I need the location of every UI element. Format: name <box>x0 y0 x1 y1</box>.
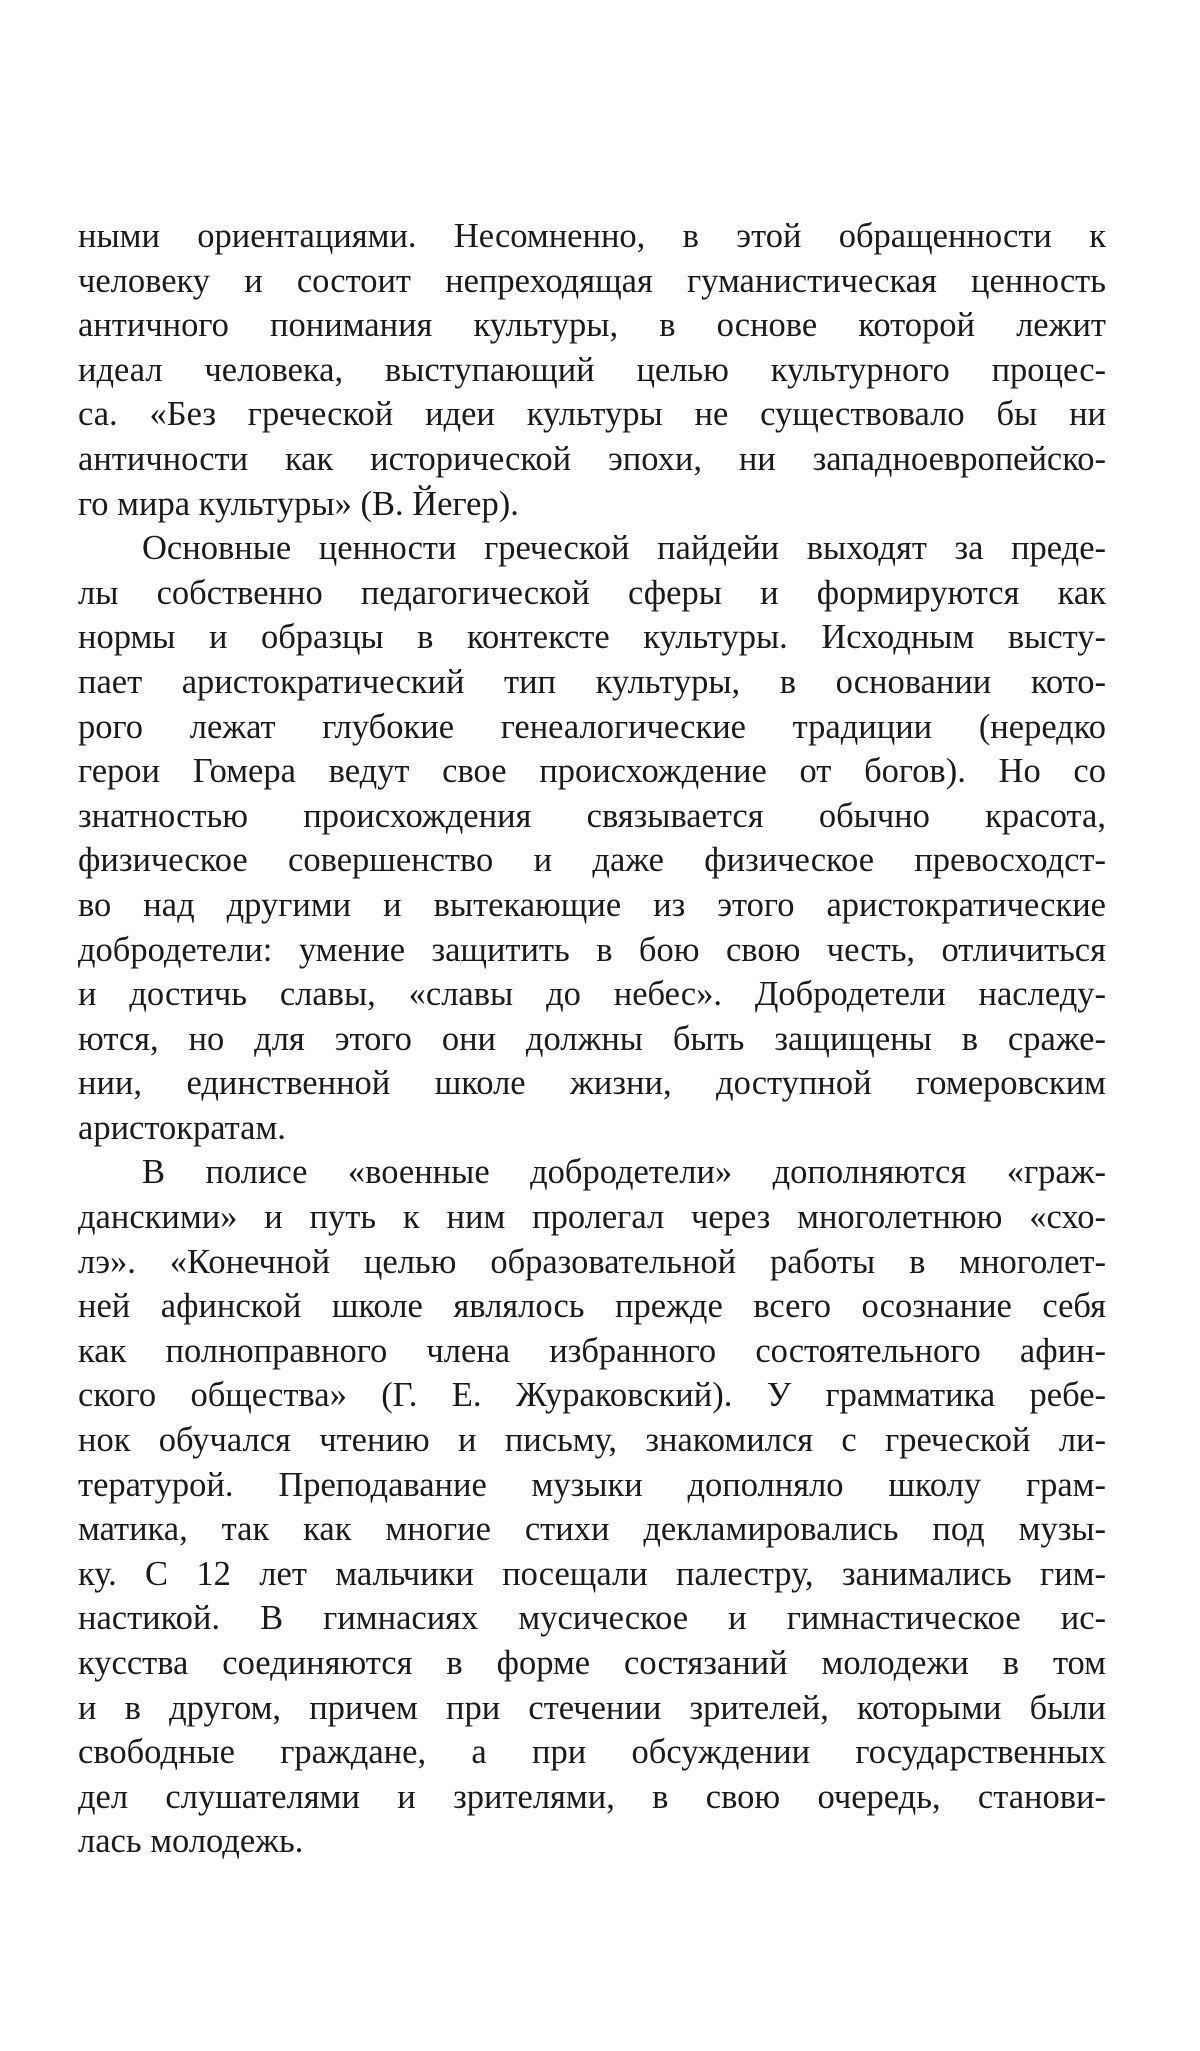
text-line: античного понимания культуры, в основе которой лежит <box>78 306 1106 345</box>
text-line: как полноправного члена избранного состоятельного афин- <box>78 1331 1106 1370</box>
text-line: ского общества» (Г. Е. Жураковский). У грамматика ребе- <box>78 1376 1106 1415</box>
text-line: го мира культуры» (В. Йегер). <box>78 484 519 523</box>
text-line: и в другом, причем при стечении зрителей, которыми были <box>78 1688 1106 1727</box>
paragraph-3 <box>78 1150 1106 1864</box>
text-line: са. «Без греческой идеи культуры не существовало бы ни <box>78 395 1106 434</box>
text-line: физическое совершенство и даже физическое превосходст- <box>78 841 1106 880</box>
text-line: лэ». «Конечной целью образовательной работы в многолет- <box>78 1242 1106 1281</box>
text-line: тературой. Преподавание музыки дополняло школу грам- <box>78 1465 1106 1504</box>
text-line: настикой. В гимнасиях мусическое и гимнастическое ис- <box>78 1599 1106 1638</box>
text-line: античности как исторической эпохи, ни западноевропейско- <box>78 439 1106 478</box>
text-line: идеал человека, выступающий целью культурного процес- <box>78 350 1106 389</box>
text-line: ными ориентациями. Несомненно, в этой обращенности к <box>78 217 1106 255</box>
text-line: человеку и состоит непреходящая гуманистическая ценность <box>78 261 1106 300</box>
text-line: нормы и образцы в контексте культуры. Исходным высту- <box>78 618 1106 657</box>
text-line: аристократам. <box>78 1108 286 1147</box>
text-line: пает аристократический тип культуры, в основании кото- <box>78 662 1106 701</box>
text-line: данскими» и путь к ним пролегал через многолетнюю «схо- <box>78 1198 1106 1237</box>
text-line: и достичь славы, «славы до небес». Добродетели наследу- <box>78 975 1106 1014</box>
text-line: матика, так как многие стихи декламировались под музы- <box>78 1510 1106 1549</box>
paragraph-2 <box>78 526 1106 1150</box>
text-line: кусства соединяются в форме состязаний молодежи в том <box>78 1644 1106 1682</box>
text-line: знатностью происхождения связывается обычно красота, <box>78 796 1106 835</box>
text-line: дел слушателями и зрителями, в свою очередь, станови- <box>78 1777 1106 1816</box>
text-line: свободные граждане, а при обсуждении государственных <box>78 1733 1106 1772</box>
text-line: ются, но для этого они должны быть защищены в сраже- <box>78 1019 1106 1058</box>
text-line: герои Гомера ведут свое происхождение от богов). Но со <box>78 752 1106 791</box>
paragraph-1 <box>78 214 1106 526</box>
text-line: рого лежат глубокие генеалогические традиции (нередко <box>78 707 1106 746</box>
text-line: лась молодежь. <box>78 1822 304 1861</box>
text-line: ку. С 12 лет мальчики посещали палестру, занимались гим- <box>78 1554 1106 1593</box>
text-line: во над другими и вытекающие из этого аристократические <box>78 885 1106 924</box>
text-line: лы собственно педагогической сферы и формируются как <box>78 573 1106 612</box>
text-line: добродетели: умение защитить в бою свою честь, отличиться <box>78 930 1106 969</box>
text-line: Основные ценности греческой пайдейи выходят за преде- <box>142 529 1106 568</box>
page-body <box>78 214 1106 1864</box>
text-line: нок обучался чтению и письму, знакомился с греческой ли- <box>78 1421 1106 1460</box>
text-line: В полисе «военные добродетели» дополняются «граж- <box>142 1153 1106 1192</box>
text-line: ней афинской школе являлось прежде всего осознание себя <box>78 1287 1106 1326</box>
text-line: нии, единственной школе жизни, доступной гомеровским <box>78 1064 1106 1103</box>
